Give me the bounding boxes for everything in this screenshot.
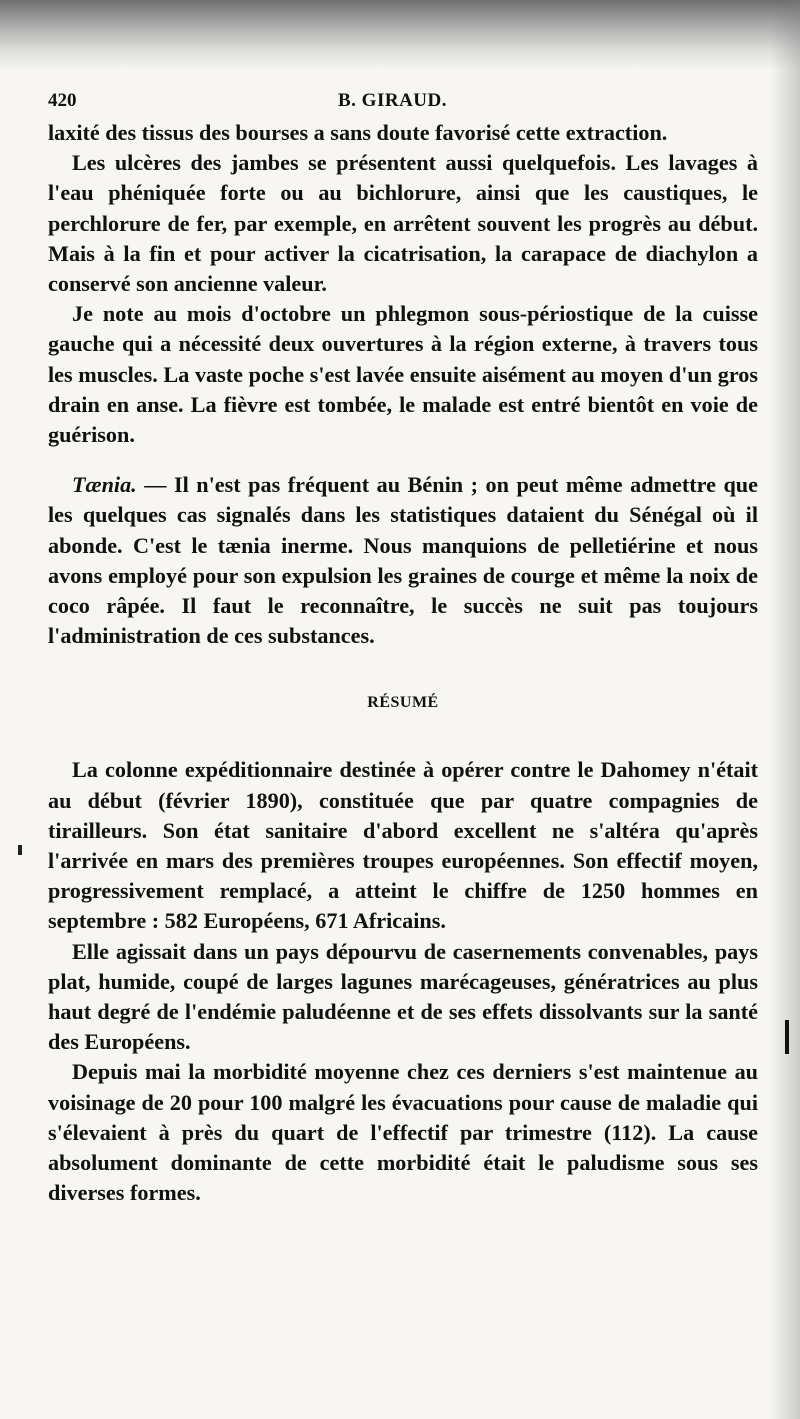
page-header [48, 88, 758, 118]
resume-paragraph-3: Depuis mai la morbidité moyenne chez ces derniers s'est maintenue au voisinage de 20 pour 100 malgré les évacuations pour cause de maladie qui s'élevaient à près du quart de l'effectif par trimestre (112). La cause absolument dominante de cette morbidité était le paludisme sous ses diverses formes. [48, 1059, 758, 1206]
paragraph-continuation: laxité des tissus des bourses a sans doute favorisé cette extraction. [48, 120, 668, 145]
paragraph-taenia [48, 470, 758, 651]
taenia-text: — Il n'est pas fréquent au Bénin ; on peut même admettre que les quelques cas signalés dans les statistiques dataient du Sénégal où il abonde. C'est le tænia inerme. Nous manquions de pelletiérine et nous avons employé pour son expulsion les graines de courge et même la noix de coco râpée. Il faut le reconnaître, le succès ne suit pas toujours l'administration de ces substances. [48, 472, 758, 649]
resume-paragraph-1: La colonne expéditionnaire destinée à opérer contre le Dahomey n'était au début (février 1890), constituée que par quatre compagnies de tirailleurs. Son état sanitaire d'abord excellent ne s'altéra qu'après l'arrivée en mars des premières troupes européennes. Son effectif moyen, progressivement remplacé, a atteint le chiffre de 1250 hommes en septembre : 582 Européens, 671 Africains. [48, 757, 758, 934]
scan-edge-right [770, 0, 800, 1419]
scan-edge-top [0, 0, 800, 70]
resume-title: RÉSUMÉ [367, 694, 439, 712]
book-page [48, 88, 758, 1209]
margin-mark-right [785, 1020, 789, 1054]
page-number: 420 [48, 90, 77, 111]
taenia-heading: Tænia. [72, 472, 137, 498]
margin-mark-left [18, 845, 22, 855]
paragraph-ulcers: Les ulcères des jambes se présentent aussi quelquefois. Les lavages à l'eau phéniquée forte ou au bichlorure, ainsi que les caustiques, le perchlorure de fer, par exemple, en arrêtent souvent les progrès au début. Mais à la fin et pour activer la cicatrisation, la carapace de diachylon a conservé son ancienne valeur. [48, 150, 758, 297]
resume-paragraph-2: Elle agissait dans un pays dépourvu de casernements convenables, pays plat, humide, coupé de larges lagunes marécageuses, génératrices au plus haut degré de l'endémie paludéenne et de ses effets dissolvants sur la santé des Européens. [48, 938, 758, 1055]
paragraph-phlegmon: Je note au mois d'octobre un phlegmon sous-périostique de la cuisse gauche qui a nécessité deux ouvertures à la région externe, à travers tous les muscles. La vaste poche s'est lavée ensuite aisément au moyen d'un gros drain en anse. La fièvre est tombée, le malade est entré bientôt en voie de guérison. [48, 301, 758, 448]
running-head: B. GIRAUD. [338, 90, 447, 111]
